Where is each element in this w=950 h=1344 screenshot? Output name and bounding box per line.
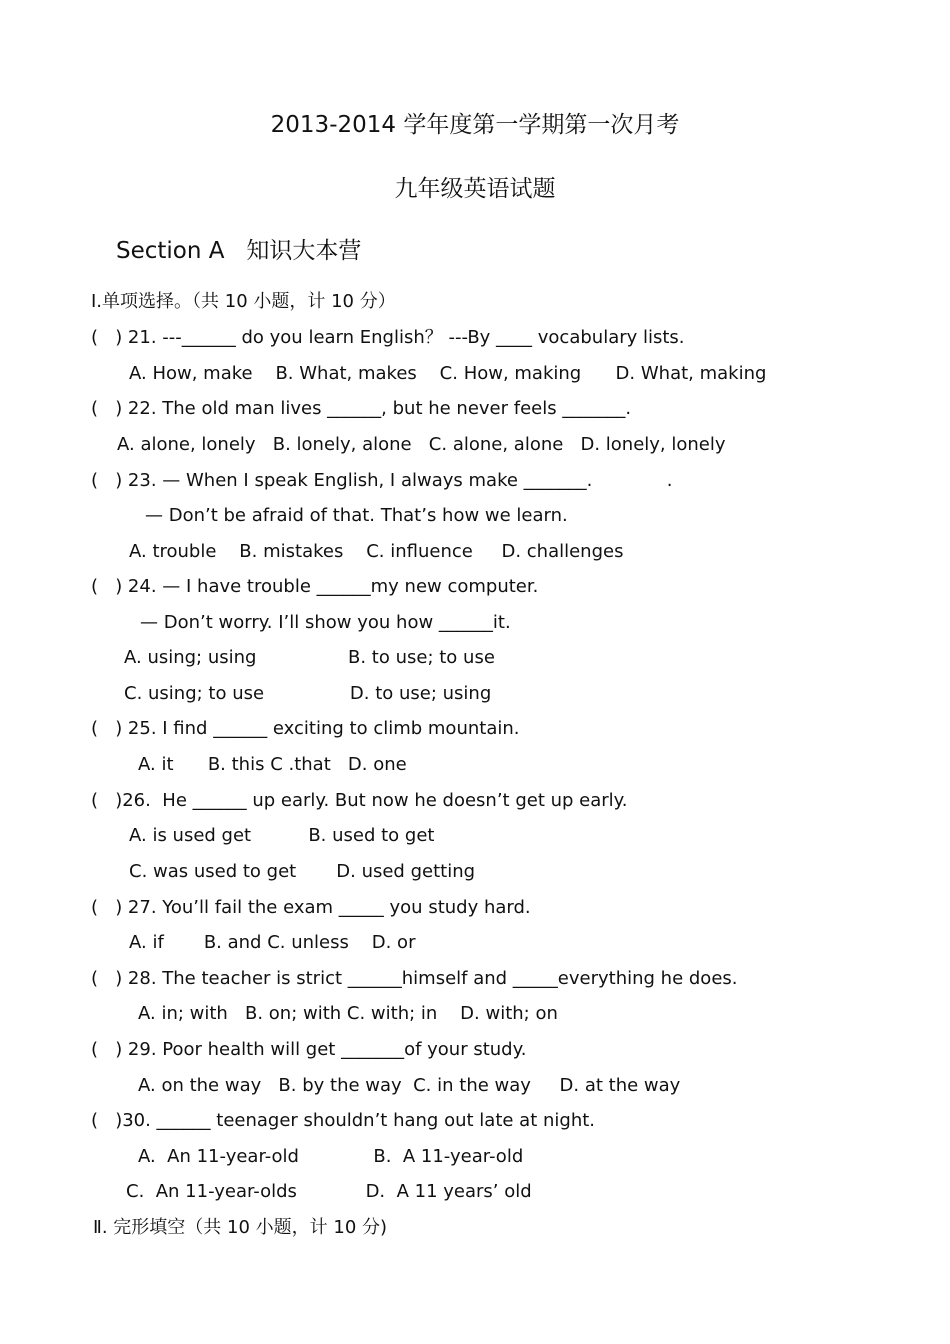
question-26-options-ab: A. is used get B. used to get — [129, 825, 435, 846]
question-21: ( ) 21. ---______ do you learn English？ ---By ____ vocabulary lists. — [91, 327, 685, 348]
question-30-options-ab: A. An 11-year-old B. A 11-year-old — [138, 1146, 524, 1167]
part2-heading: Ⅱ. 完形填空（共 10 小题，计 10 分) — [93, 1217, 388, 1238]
question-30: ( )30. ______ teenager shouldn’t hang out late at night. — [91, 1110, 595, 1131]
question-28-options: A. in; with B. on; with C. with; in D. with; on — [138, 1003, 558, 1024]
question-24-reply: — Don’t worry. I’ll show you how ______it. — [140, 612, 511, 633]
question-30-options-cd: C. An 11-year-olds D. A 11 years’ old — [126, 1181, 532, 1202]
question-25-options: A. it B. this C .that D. one — [138, 754, 407, 775]
question-27-options: A. if B. and C. unless D. or — [129, 932, 416, 953]
question-22-options: A. alone, lonely B. lonely, alone C. alone, alone D. lonely, lonely — [117, 434, 726, 455]
question-26-options-cd: C. was used to get D. used getting — [129, 861, 476, 882]
question-26: ( )26. He ______ up early. But now he doesn’t get up early. — [91, 790, 628, 811]
exam-title: 2013-2014 学年度第一学期第一次月考 — [270, 112, 680, 138]
exam-subtitle: 九年级英语试题 — [394, 176, 556, 202]
part1-heading: I.单项选择。（共 10 小题，计 10 分） — [91, 291, 396, 312]
question-24-options-cd: C. using; to use D. to use; using — [124, 683, 492, 704]
section-heading: Section A 知识大本营 — [116, 238, 362, 264]
question-21-options: A. How, make B. What, makes C. How, making D. What, making — [129, 363, 767, 384]
question-23-reply: — Don’t be afraid of that. That’s how we learn. — [145, 505, 568, 526]
question-29: ( ) 29. Poor health will get _______of your study. — [91, 1039, 527, 1060]
question-23-options: A. trouble B. mistakes C. influence D. challenges — [129, 541, 624, 562]
question-24-options-ab: A. using; using B. to use; to use — [124, 647, 495, 668]
question-25: ( ) 25. I find ______ exciting to climb mountain. — [91, 718, 520, 739]
question-22: ( ) 22. The old man lives ______, but he never feels _______. — [91, 398, 632, 419]
question-27: ( ) 27. You’ll fail the exam _____ you study hard. — [91, 897, 531, 918]
question-29-options: A. on the way B. by the way C. in the way D. at the way — [138, 1075, 681, 1096]
question-28: ( ) 28. The teacher is strict ______himself and _____everything he does. — [91, 968, 738, 989]
question-24: ( ) 24. — I have trouble ______my new computer. — [91, 576, 539, 597]
question-23: ( ) 23. — When I speak English, I always make _______. . — [91, 470, 673, 491]
